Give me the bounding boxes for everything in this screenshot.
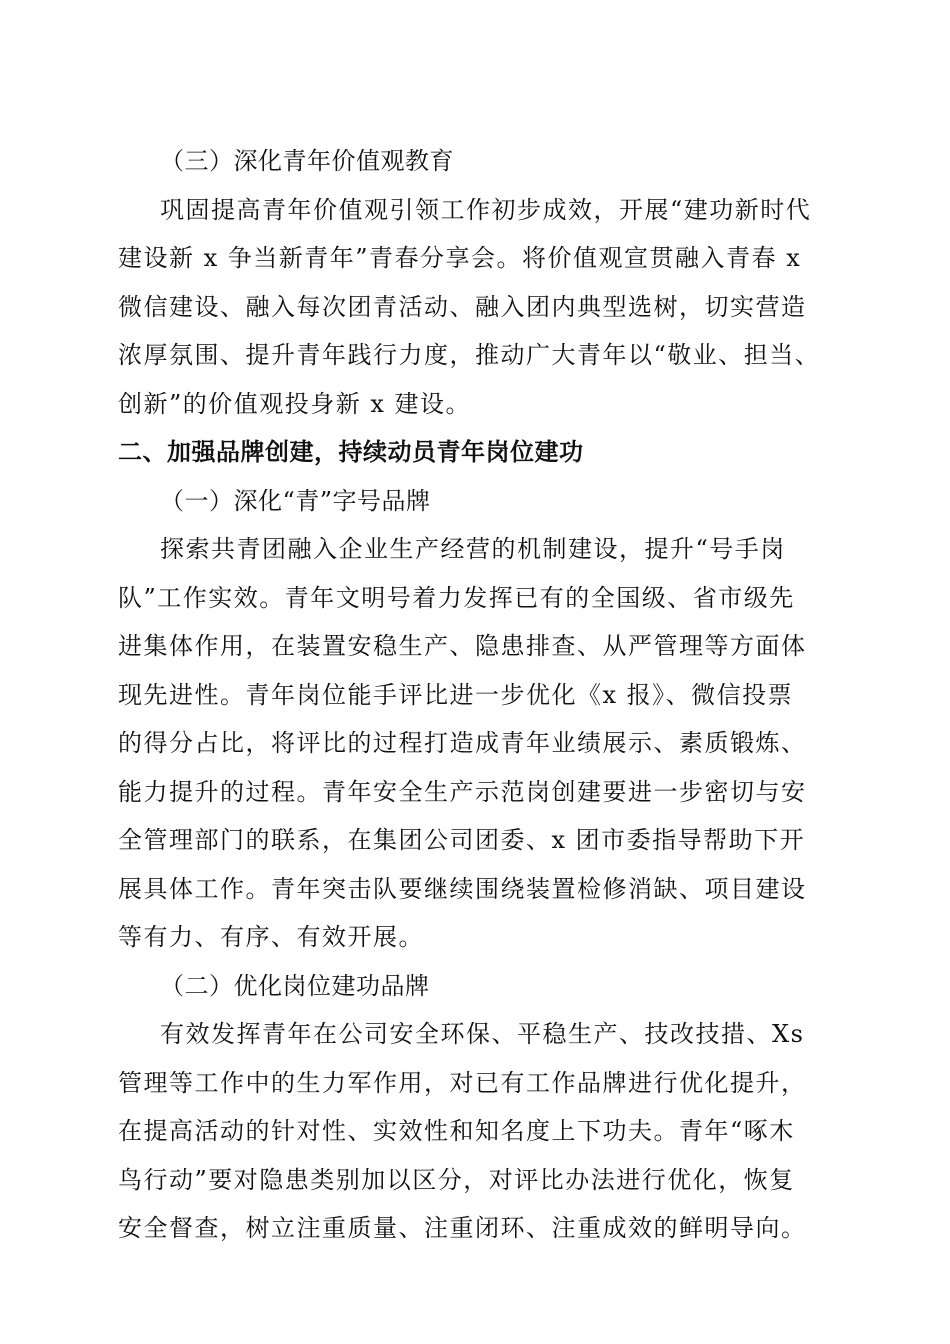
paragraph-line: 展具体工作。青年突击队要继续围绕装置检修消缺、项目建设: [118, 874, 807, 903]
paragraph-line: 全管理部门的联系，在集团公司团委、x 团市委指导帮助下开: [118, 826, 806, 854]
section-heading-3: （三）深化青年价值观教育: [160, 147, 454, 175]
paragraph-line: 能力提升的过程。青年安全生产示范岗创建要进一步密切与安: [118, 777, 807, 806]
paragraph-line: 现先进性。青年岗位能手评比进一步优化《x 报》、微信投票: [118, 680, 794, 709]
paragraph-line: 浓厚氛围、提升青年践行力度，推动广大青年以“敬业、担当、: [118, 341, 821, 369]
subsection-2-paragraph: [118, 1010, 838, 1253]
paragraph-line: 等有力、有序、有效开展。: [118, 923, 424, 951]
paragraph-line: 鸟行动”要对隐患类别加以区分，对评比办法进行优化，恢复: [118, 1165, 795, 1194]
paragraph-line: 有效发挥青年在公司安全环保、平稳生产、技改技措、Xs: [160, 1020, 805, 1048]
section-3-paragraph: [118, 186, 838, 429]
paragraph-line: 建设新 x 争当新青年”青春分享会。将价值观宣贯融入青春 x: [118, 244, 802, 272]
paragraph-line: 管理等工作中的生力军作用，对已有工作品牌进行优化提升，: [118, 1068, 807, 1097]
subsection-heading-1: （一）深化“青”字号品牌: [160, 486, 431, 515]
paragraph-line: 巩固提高青年价值观引领工作初步成效，开展“建功新时代: [160, 195, 812, 224]
paragraph-line: 进集体作用，在装置安稳生产、隐患排查、从严管理等方面体: [118, 632, 807, 660]
paragraph-line: 微信建设、融入每次团青活动、融入团内典型选树，切实营造: [118, 292, 807, 321]
paragraph-line: 安全督查，树立注重质量、注重闭环、注重成效的鲜明导向。: [118, 1214, 807, 1242]
document-body: [118, 137, 838, 1253]
subsection-heading-2: （二）优化岗位建功品牌: [160, 971, 430, 1000]
paragraph-line: 探索共青团融入企业生产经营的机制建设，提升“号手岗: [160, 535, 786, 563]
paragraph-line: 的得分占比，将评比的过程打造成青年业绩展示、素质锻炼、: [118, 729, 807, 757]
part-heading-2: 二、加强品牌创建，持续动员青年岗位建功: [118, 438, 584, 466]
subsection-1-paragraph: [118, 525, 838, 962]
paragraph-line: 创新”的价值观投身新 x 建设。: [118, 389, 472, 418]
paragraph-line: 在提高活动的针对性、实效性和知名度上下功夫。青年“啄木: [118, 1117, 795, 1145]
paragraph-line: 队”工作实效。青年文明号着力发挥已有的全国级、省市级先: [118, 583, 795, 612]
